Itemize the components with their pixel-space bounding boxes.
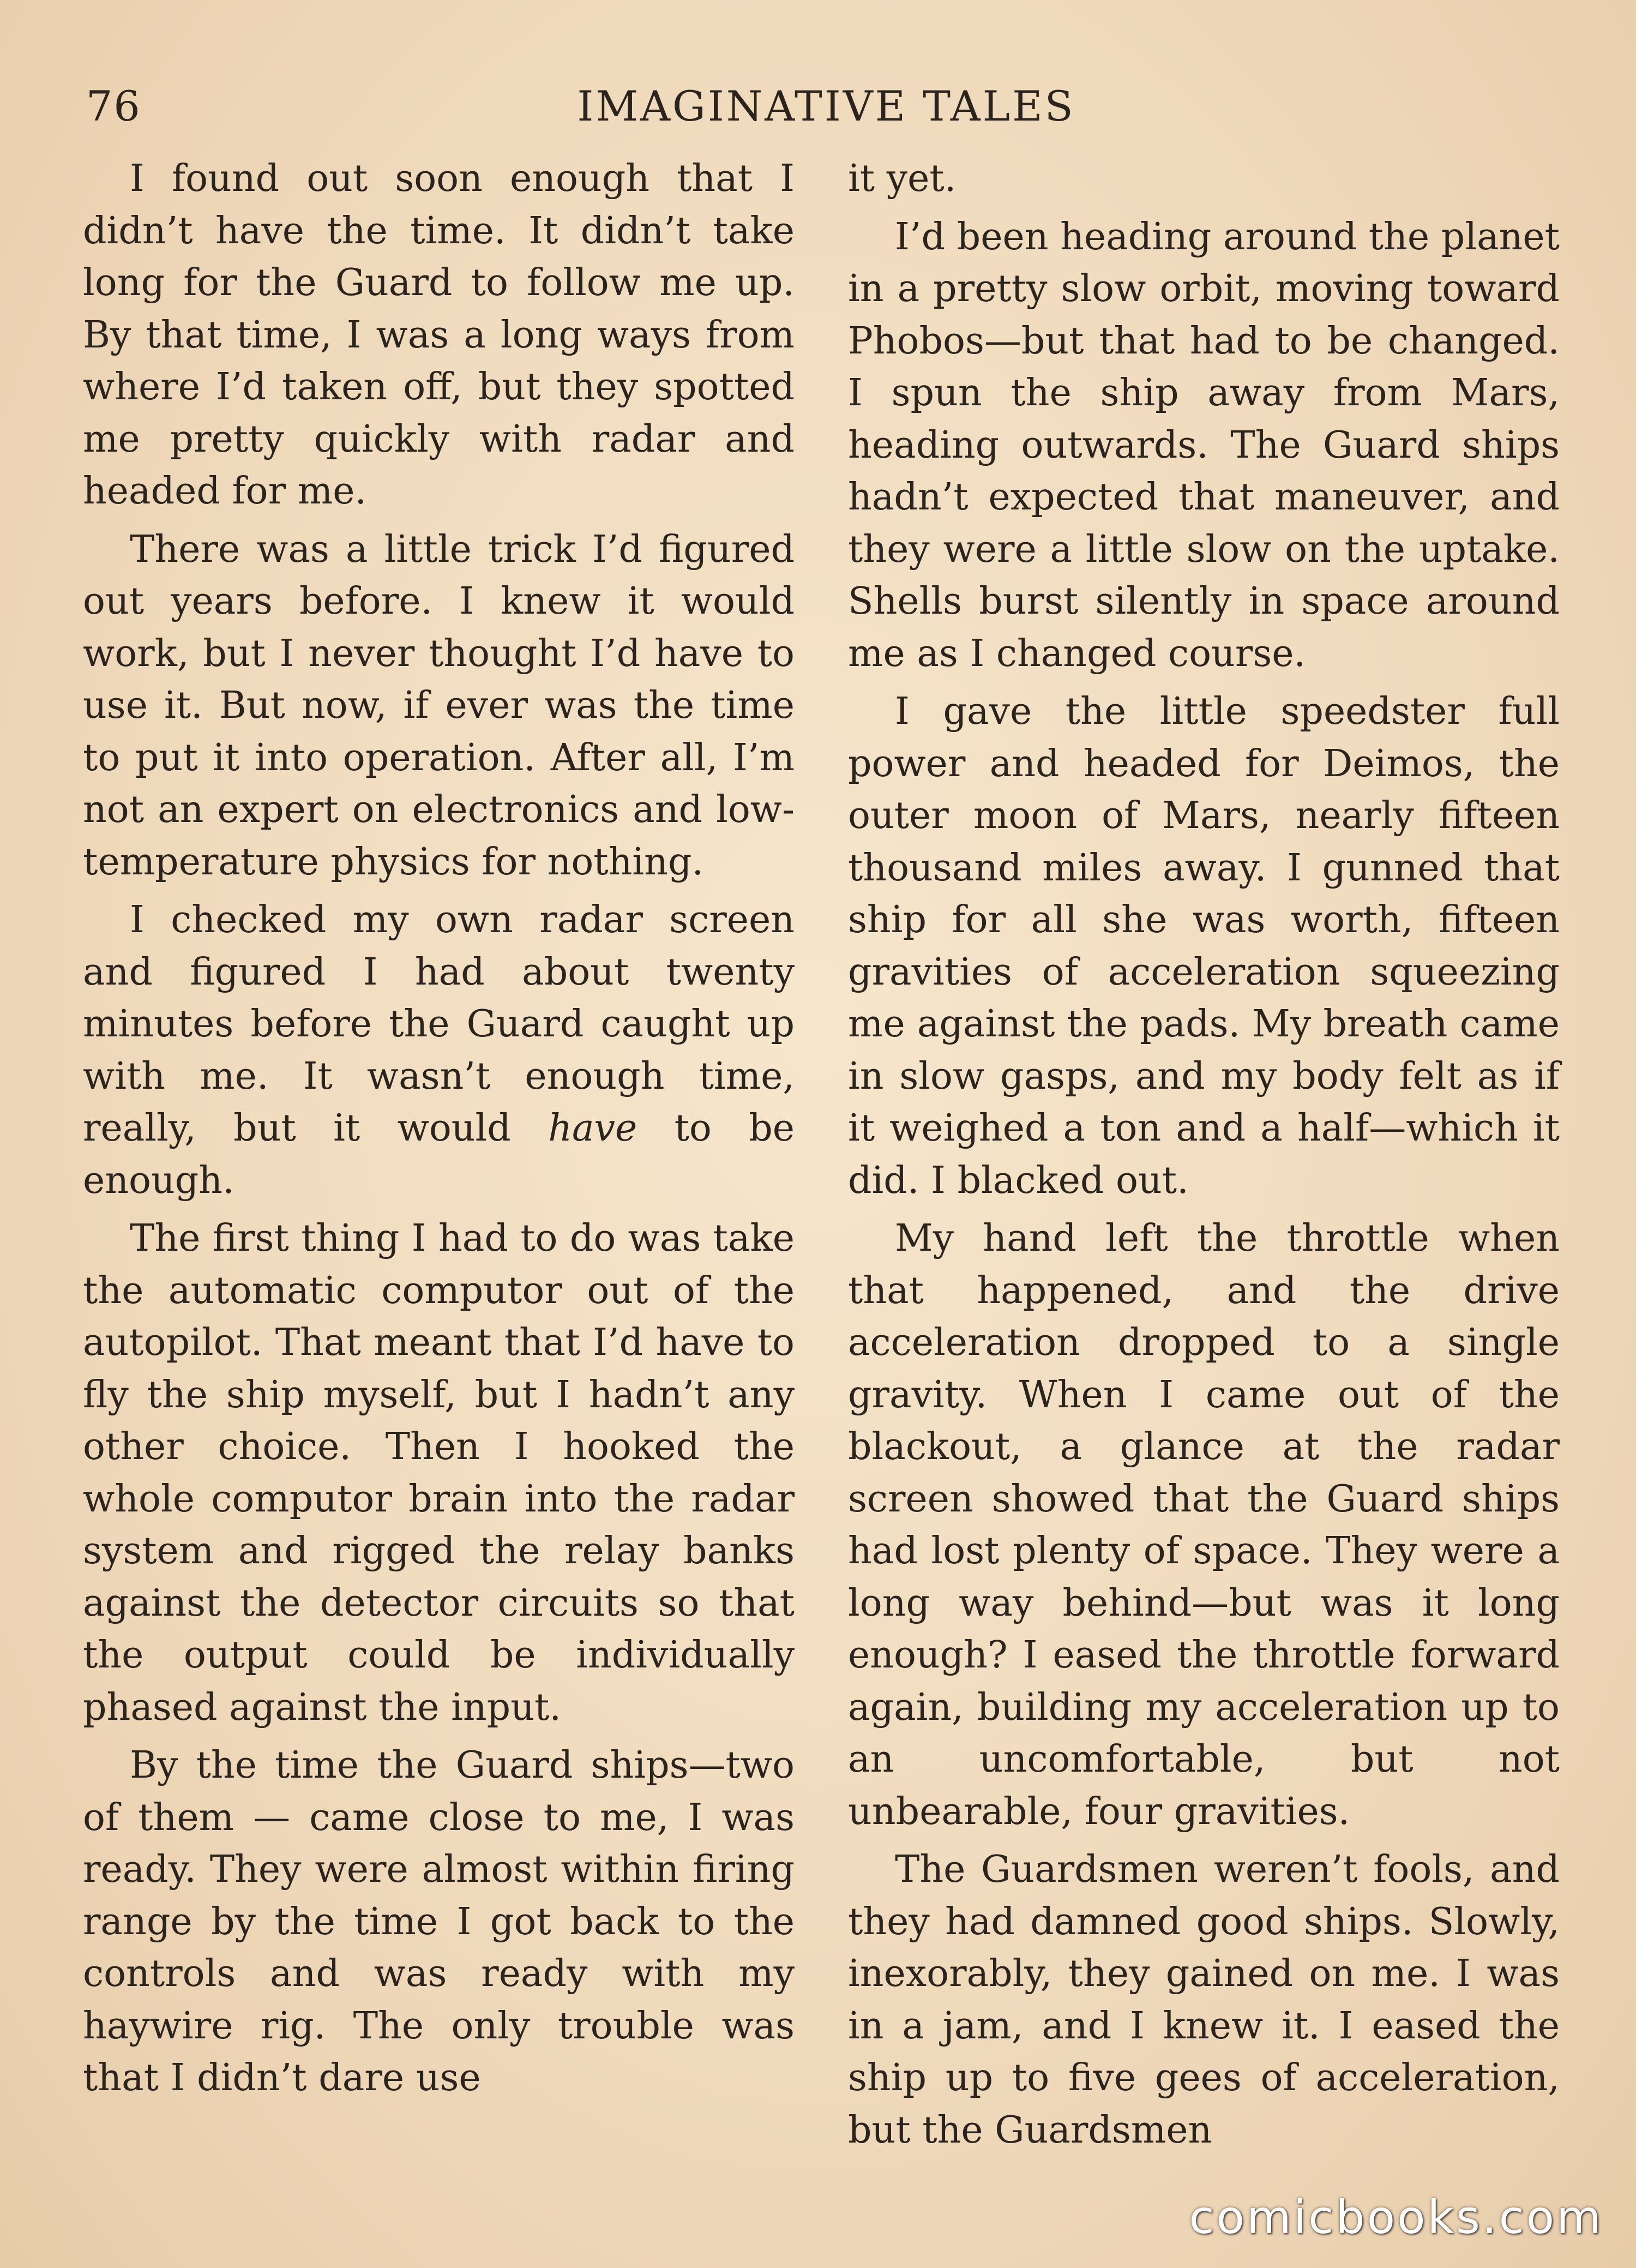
paragraph: The first thing I had to do was take the automatic computor out of the autopilot. That meant that I’d have to fly the ship myself, but I hadn’t any other choice. Then I hooked the whole computor brain into the radar system and rigged the relay banks against the detector circuits so that the output could be individually phased against the input. <box>83 1217 795 1729</box>
page-number: 76 <box>86 82 141 130</box>
page-header <box>82 76 1554 136</box>
paragraph: My hand left the throttle when that happened, and the drive acceleration dropped to a single gravity. When I came out of the blackout, a glance at the radar screen showed that the Guard ships had lost plenty of space. They were a long way behind—but was it long enough? I eased the throttle forward again, building my acceleration up to an uncomfortable, but not unbearable, four gravities. <box>848 1217 1560 1833</box>
paragraph-text: I checked my own radar screen and figured I had about twenty minutes before the Guard caught up with me. It wasn’t enough time, really, but it would <box>83 898 795 1150</box>
watermark: comicbooks.com <box>1189 2191 1603 2244</box>
paragraph-text: to be enough. <box>83 1107 795 1202</box>
paragraph: I found out soon enough that I didn’t have the time. It didn’t take long for the Guard to follow me up. By that time, I was a long ways from where I’d taken off, but they spotted me pretty quickly with radar and headed for me. <box>83 157 795 513</box>
text-column-left <box>83 153 795 2110</box>
text-column-right <box>848 153 1560 2162</box>
paragraph: I gave the little speedster full power and headed for Deimos, the outer moon of Mars, nearly fifteen thousand miles away. I gunned that ship for all she was worth, fifteen gravities of acceleration squeezing me against the pads. My breath came in slow gasps, and my body felt as if it weighed a ton and a half—which it did. I blacked out. <box>848 690 1560 1202</box>
paragraph: The Guardsmen weren’t fools, and they had damned good ships. Slowly, inexorably, they gained on me. I was in a jam, and I knew it. I eased the ship up to five gees of acceleration, but the Guardsmen <box>848 1848 1560 2152</box>
paragraph: By the time the Guard ships—two of them — came close to me, I was ready. They were almost within firing range by the time I got back to the controls and was ready with my haywire rig. The only trouble was that I didn’t dare use <box>83 1744 795 2099</box>
paragraph: There was a little trick I’d figured out years before. I knew it would work, but I never thought I’d have to use it. But now, if ever was the time to put it into operation. After all, I’m not an expert on electronics and low-temperature physics for nothing. <box>83 527 795 884</box>
paragraph <box>83 894 795 1207</box>
emphasized-word: have <box>548 1107 637 1150</box>
paragraph: I’d been heading around the planet in a pretty slow orbit, moving toward Phobos—but that had to be changed. I spun the ship away from Mars, heading outwards. The Guard ships hadn’t expected that maneuver, and they were a little slow on the uptake. Shells burst silently in space around me as I changed course. <box>848 215 1560 675</box>
running-title: IMAGINATIVE TALES <box>577 82 1075 130</box>
paragraph-continuation: it yet. <box>848 157 957 200</box>
